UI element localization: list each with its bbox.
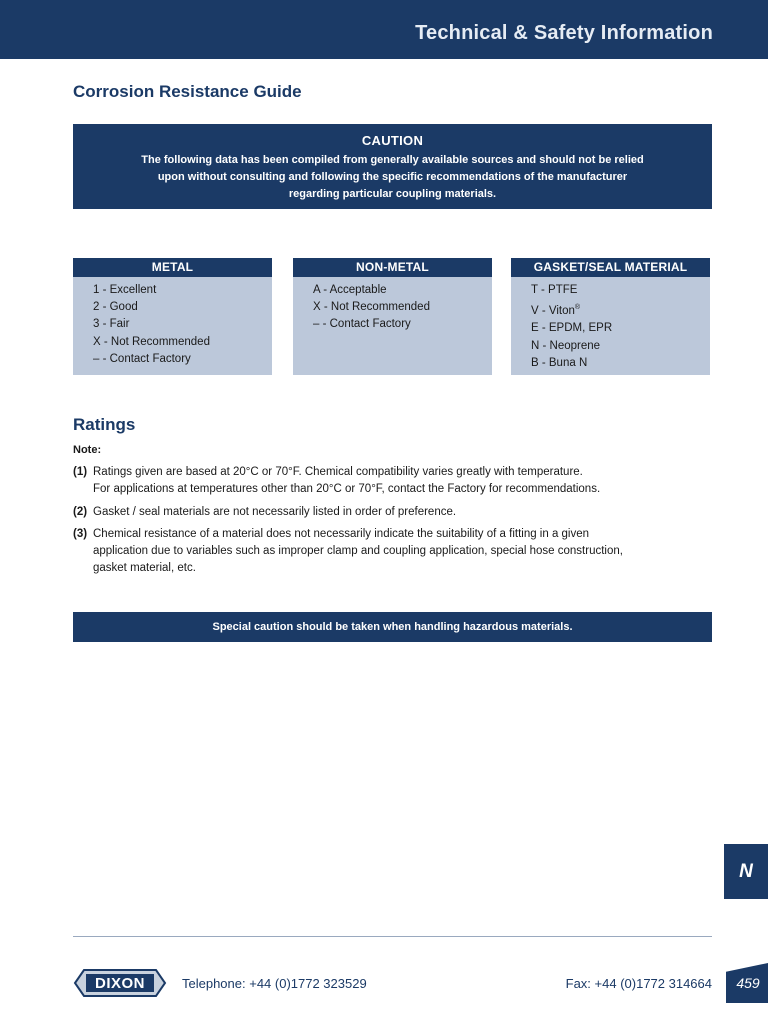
caution-text: The following data has been compiled from generally available sources and should not be relied upon without consulting and following the specific recommendations of the manufacturer regarding particular coupling materials.	[141, 154, 644, 200]
note-item-1	[73, 464, 673, 498]
legend-item: A - Acceptable	[313, 284, 387, 296]
legend-item: – - Contact Factory	[313, 318, 411, 331]
note-line: Ratings given are based at 20°C or 70°F. Chemical compatibility varies greatly with temperature.	[93, 466, 583, 478]
note-line: Chemical resistance of a material does not necessarily indicate the suitability of a fitting in a given	[93, 528, 590, 540]
note-line: gasket material, etc.	[93, 562, 196, 574]
registered-mark: ®	[574, 304, 581, 312]
caution-box	[73, 124, 712, 209]
note-number: (1)	[73, 466, 88, 478]
section-title-ratings: Ratings	[73, 415, 136, 434]
note-line: For applications at temperatures other than 20°C or 70°F, contact the Factory for recommendations.	[93, 483, 601, 495]
legend-item-viton	[531, 299, 710, 320]
note-label: Note:	[73, 444, 102, 456]
note-line: application due to variables such as improper clamp and coupling application, special hose construction,	[93, 545, 623, 557]
legend-metal	[73, 258, 272, 375]
dixon-logo	[72, 963, 168, 1003]
note-item-3	[73, 526, 673, 577]
note-number: (3)	[73, 528, 88, 540]
legend-item: 2 - Good	[93, 301, 138, 314]
dixon-logo-text: DIXON	[94, 975, 146, 992]
legend-gasket	[511, 258, 710, 375]
note-number: (2)	[73, 506, 88, 518]
page-number: 459	[736, 975, 760, 991]
section-title-corrosion: Corrosion Resistance Guide	[73, 82, 302, 101]
footer-fax: Fax: +44 (0)1772 314664	[565, 976, 712, 991]
legend-item-viton-text: V - Viton	[531, 305, 575, 318]
legend-item: X - Not Recommended	[93, 335, 210, 348]
caution-heading: CAUTION	[361, 133, 424, 148]
legend-item: B - Buna N	[531, 356, 588, 369]
legend-item: N - Neoprene	[531, 339, 601, 352]
section-tab-n: N	[724, 844, 768, 899]
footer-divider	[73, 936, 712, 937]
legend-metal-list	[73, 277, 272, 375]
legend-metal-title: METAL	[73, 258, 272, 277]
legend-item: 1 - Excellent	[93, 284, 157, 296]
hazard-warning-band: Special caution should be taken when handling hazardous materials.	[73, 612, 712, 642]
legend-gasket-title: GASKET/SEAL MATERIAL	[511, 258, 710, 277]
note-line: Gasket / seal materials are not necessarily listed in order of preference.	[93, 506, 457, 518]
footer-telephone: Telephone: +44 (0)1772 323529	[182, 976, 367, 991]
legend-item: – - Contact Factory	[93, 352, 191, 365]
legend-non-metal-title: NON-METAL	[293, 258, 492, 277]
header-band	[0, 0, 768, 59]
legend-non-metal	[293, 258, 492, 375]
legend-item: X - Not Recommended	[313, 301, 430, 314]
legend-gasket-list	[511, 277, 710, 375]
legend-item: T - PTFE	[531, 284, 578, 296]
legend-non-metal-list	[293, 277, 492, 375]
header-title: Technical & Safety Information	[415, 22, 713, 44]
legend-item: 3 - Fair	[93, 318, 130, 331]
note-item-2	[73, 504, 673, 521]
legend-item: E - EPDM, EPR	[531, 322, 613, 335]
